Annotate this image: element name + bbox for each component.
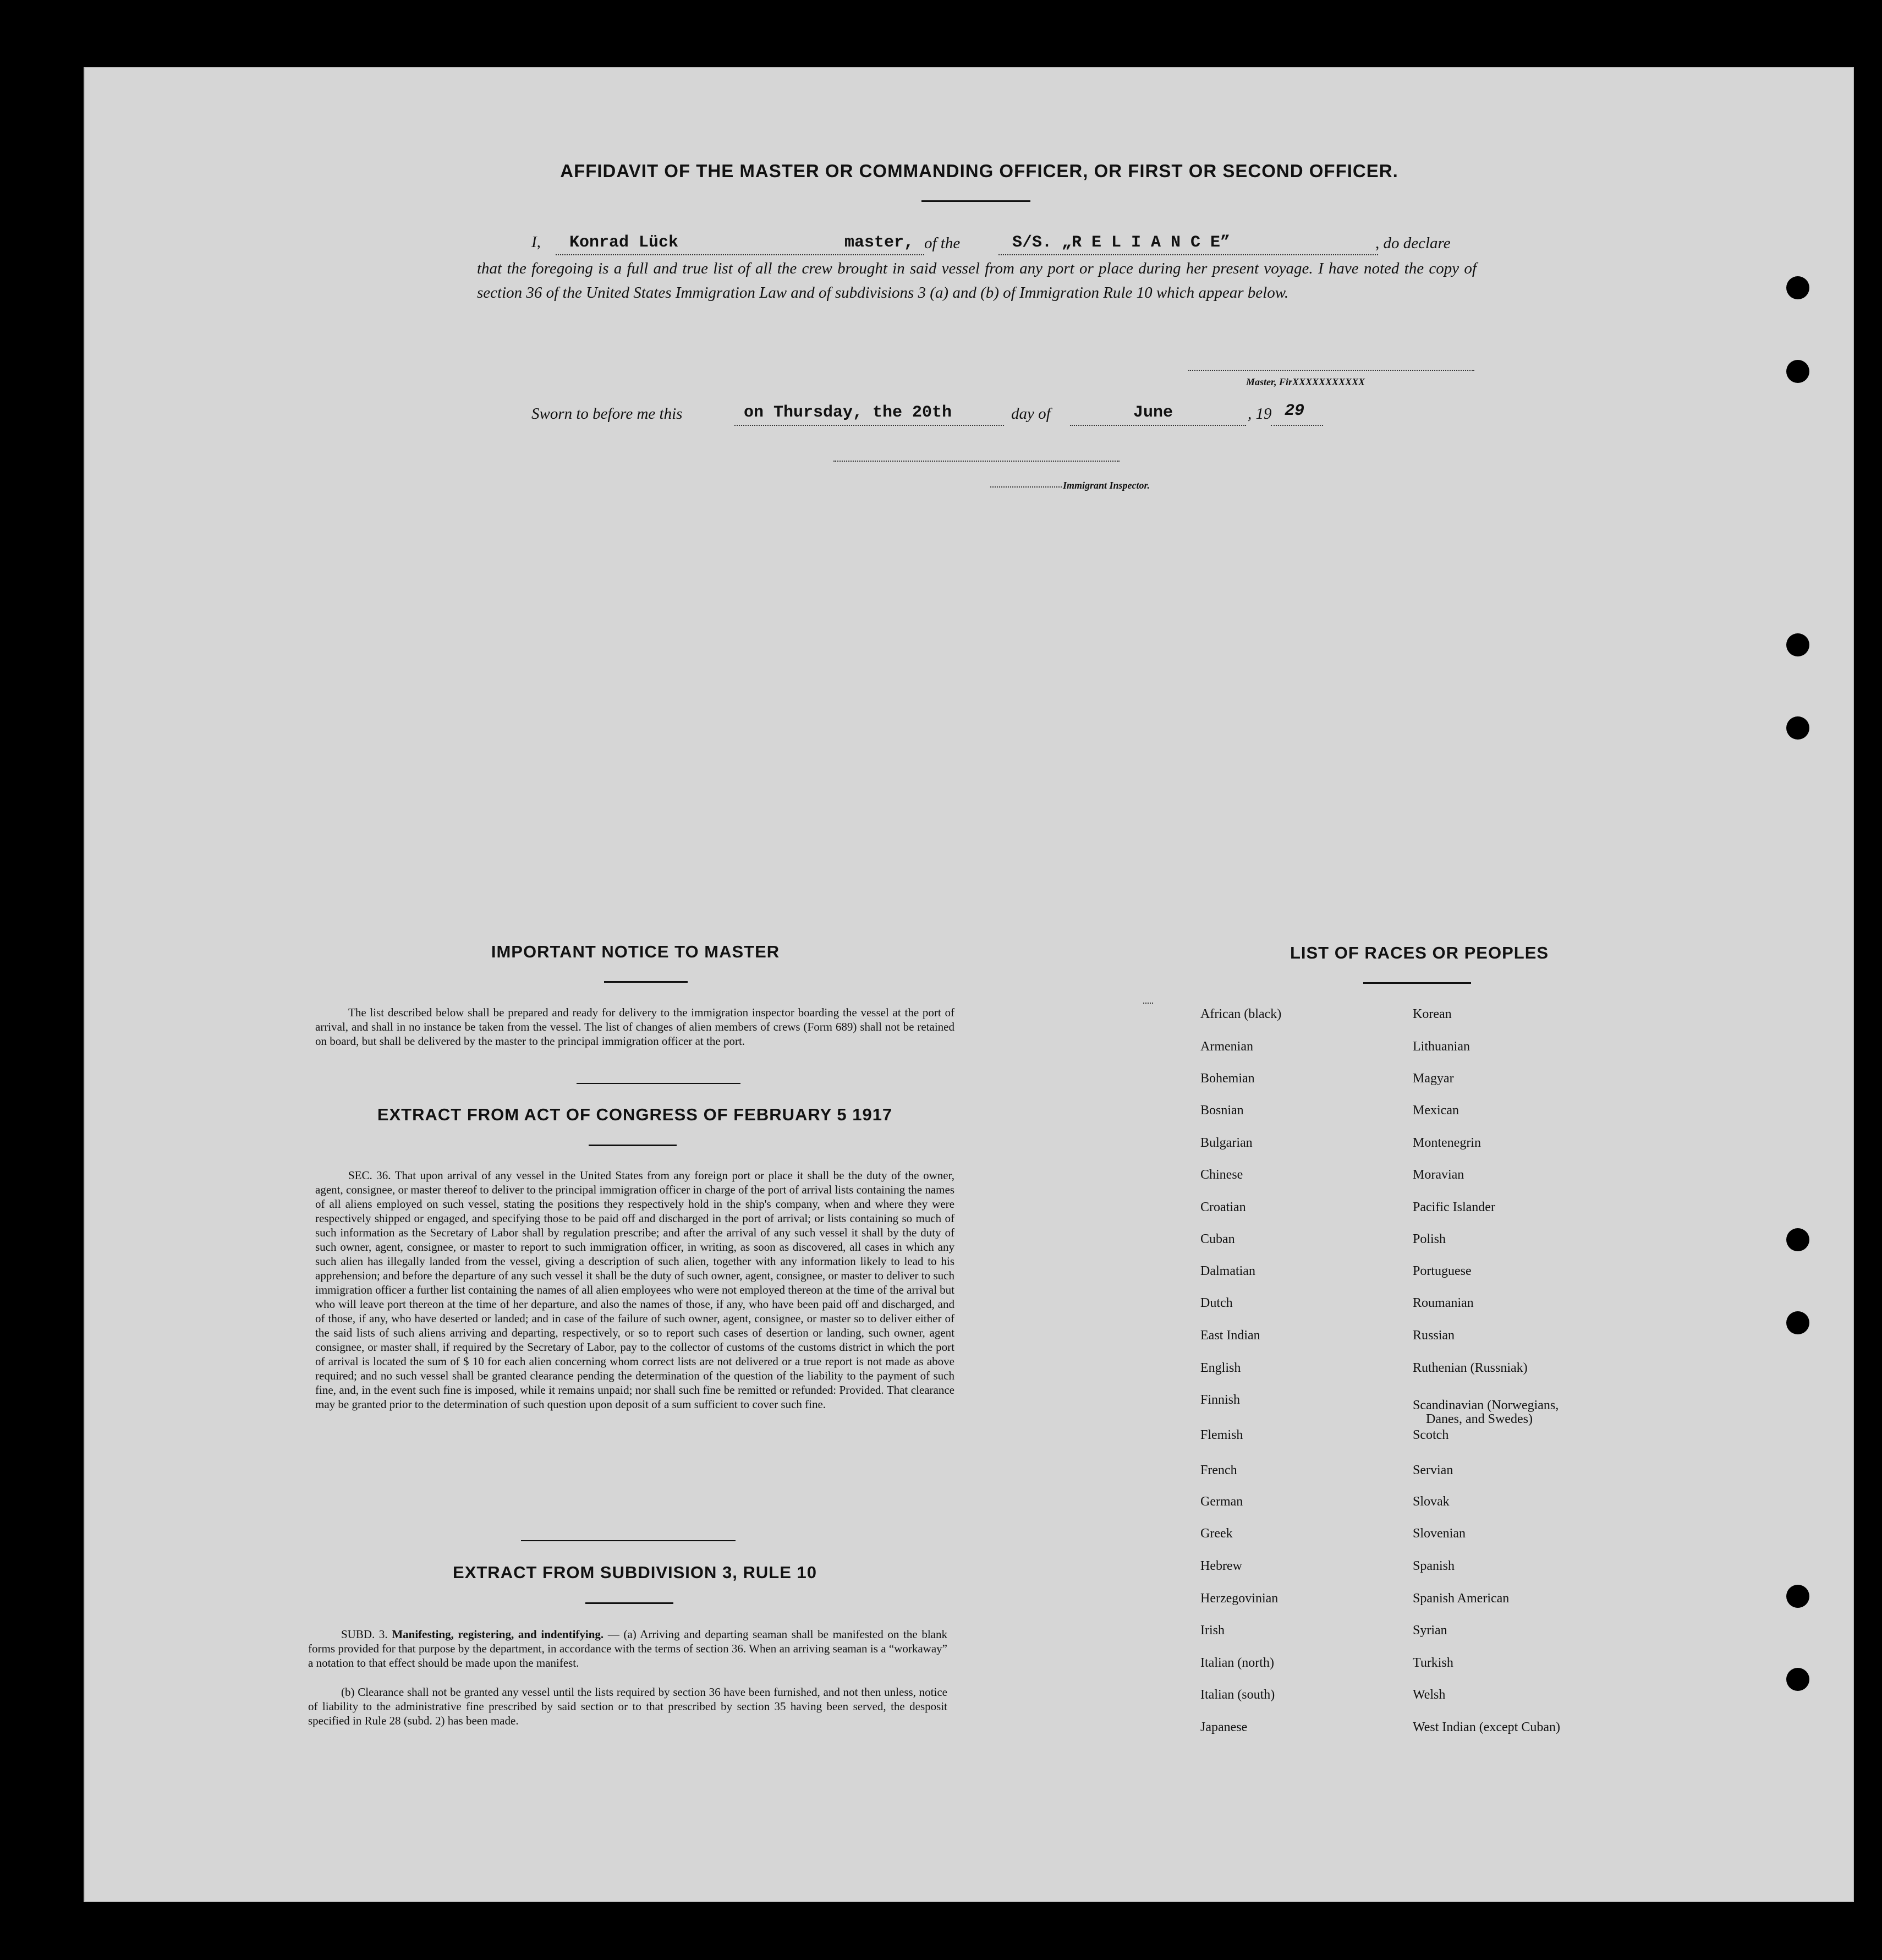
race-item: Syrian <box>1413 1623 1447 1638</box>
punch-hole <box>1786 716 1809 740</box>
punch-hole <box>1786 633 1809 656</box>
race-item: Ruthenian (Russniak) <box>1413 1361 1528 1375</box>
name-line <box>556 254 924 255</box>
divider <box>921 200 1030 202</box>
punch-hole <box>1786 1311 1809 1334</box>
race-item: Pacific Islander <box>1413 1200 1495 1214</box>
race-item: Bulgarian <box>1200 1136 1253 1150</box>
punch-hole <box>1786 1228 1809 1251</box>
inspector-label: Immigrant Inspector. <box>1063 480 1150 491</box>
race-item: Spanish American <box>1413 1591 1510 1606</box>
races-title: LIST OF RACES OR PEOPLES <box>1290 943 1549 962</box>
rule-para-a <box>308 1627 947 1670</box>
rule-para-a-heading: Manifesting, registering, and indentifying. <box>392 1628 604 1641</box>
race-item: East Indian <box>1200 1328 1260 1343</box>
year-prefix: , 19 <box>1248 405 1272 423</box>
sworn-date: on Thursday, the 20th <box>744 403 952 422</box>
sworn-month: June <box>1133 403 1173 422</box>
race-item: Herzegovinian <box>1200 1591 1279 1606</box>
master-rank: master, <box>844 233 914 252</box>
race-item: Italian (north) <box>1200 1656 1274 1670</box>
master-signature-line <box>1188 370 1474 371</box>
race-item: Japanese <box>1200 1720 1248 1734</box>
race-item: Slovenian <box>1413 1526 1466 1541</box>
race-item: Korean <box>1413 1007 1452 1021</box>
race-item: Hebrew <box>1200 1559 1242 1573</box>
race-item: Spanish <box>1413 1559 1455 1573</box>
divider <box>604 981 688 983</box>
punch-hole <box>1786 1668 1809 1691</box>
race-item: Dalmatian <box>1200 1264 1255 1278</box>
race-item: French <box>1200 1463 1237 1477</box>
race-item: Roumanian <box>1413 1296 1474 1310</box>
notice-title: IMPORTANT NOTICE TO MASTER <box>491 942 780 961</box>
race-item: West Indian (except Cuban) <box>1413 1720 1560 1734</box>
of-the-label: of the <box>924 234 961 252</box>
race-item: Russian <box>1413 1328 1455 1343</box>
year-line <box>1271 425 1323 426</box>
date-line <box>734 425 1004 426</box>
punch-hole <box>1786 360 1809 383</box>
master-signature-label: Master, FirXXXXXXXXXXX <box>1246 376 1365 387</box>
rule-para-a-lead: SUBD. 3. <box>341 1628 388 1641</box>
race-item: Montenegrin <box>1413 1136 1481 1150</box>
race-item: Greek <box>1200 1526 1233 1541</box>
race-item: Turkish <box>1413 1656 1453 1670</box>
inspector-signature-line-2 <box>990 486 1062 488</box>
punch-hole <box>1786 276 1809 299</box>
notice-text: The list described below shall be prepared and ready for delivery to the immigration inspector boarding the vessel at the port of arrival, and shall in no instance be taken from the vessel. The list of changes of alien members of crews (Form 689) shall not be retained on board, but shall be delivered by the master to the principal immigration officer at the port. <box>315 1006 954 1048</box>
affidavit-statement: that the foregoing is a full and true list of all the crew brought in said vessel from any port or place during her present voyage. I have noted the copy of section 36 of the United States Immigration Law and of subdivisions 3 (a) and (b) of Immigration Rule 10 which appear below. <box>477 260 1477 302</box>
rule-title: EXTRACT FROM SUBDIVISION 3, RULE 10 <box>453 1563 817 1582</box>
affidavit-title: AFFIDAVIT OF THE MASTER OR COMMANDING OFFICER, OR FIRST OR SECOND OFFICER. <box>560 161 1398 181</box>
inspector-signature-line <box>833 461 1120 462</box>
race-item: Cuban <box>1200 1232 1235 1246</box>
vessel-name: S/S. „R E L I A N C E” <box>1012 233 1231 252</box>
month-line <box>1070 425 1246 426</box>
race-item: Polish <box>1413 1232 1446 1246</box>
race-item: Mexican <box>1413 1103 1459 1118</box>
race-item: Welsh <box>1413 1688 1446 1702</box>
divider <box>577 1083 740 1084</box>
race-item: English <box>1200 1361 1241 1375</box>
race-item: Italian (south) <box>1200 1688 1275 1702</box>
race-item: Bosnian <box>1200 1103 1244 1118</box>
race-item: Magyar <box>1413 1071 1454 1086</box>
rule-para-b: (b) Clearance shall not be granted any vessel until the lists required by section 36 have been furnished, and not then unless, notice of liability to the administrative fine prescribed by said section or to that prescribed by section 35 having been served, the desposit specified in Rule 28 (subd. 2) has been made. <box>308 1685 947 1727</box>
race-item: Croatian <box>1200 1200 1246 1214</box>
sworn-year: 29 <box>1285 402 1305 420</box>
race-item: Scandinavian (Norwegians, Danes, and Swedes) <box>1413 1398 1559 1426</box>
race-item: African (black) <box>1200 1007 1282 1021</box>
vessel-line <box>998 254 1378 255</box>
race-item: Slovak <box>1413 1494 1450 1509</box>
sworn-label: Sworn to before me this <box>531 405 683 423</box>
divider <box>585 1602 673 1604</box>
race-item: Scotch <box>1413 1428 1449 1442</box>
day-of-label: day of <box>1011 405 1051 423</box>
race-item: Irish <box>1200 1623 1225 1638</box>
race-item: Bohemian <box>1200 1071 1255 1086</box>
divider <box>521 1540 736 1541</box>
rule-para-a-text: — (a) Arriving and departing seaman shall be manifested on the blank forms provided for that purpose by the department, in accordance with the terms of section 36. When an arriving seaman is a “workaway” a notation to that effect should be made upon the manifest. <box>308 1628 947 1669</box>
column-divider <box>1143 1003 1153 1004</box>
do-declare-label: , do declare <box>1375 234 1451 252</box>
race-item: Servian <box>1413 1463 1453 1477</box>
master-name: Konrad Lück <box>569 233 679 252</box>
divider <box>589 1145 677 1146</box>
race-item: Armenian <box>1200 1039 1253 1054</box>
race-item: Lithuanian <box>1413 1039 1470 1054</box>
i-label: I, <box>531 233 541 251</box>
divider <box>1363 982 1471 984</box>
race-item: Flemish <box>1200 1428 1243 1442</box>
race-item: Finnish <box>1200 1393 1241 1407</box>
race-item: Moravian <box>1413 1168 1464 1182</box>
race-item: Chinese <box>1200 1168 1243 1182</box>
race-item: Portuguese <box>1413 1264 1472 1278</box>
race-item: Dutch <box>1200 1296 1233 1310</box>
act-title: EXTRACT FROM ACT OF CONGRESS OF FEBRUARY 5 1917 <box>377 1105 893 1124</box>
race-item: German <box>1200 1494 1243 1509</box>
act-text: SEC. 36. That upon arrival of any vessel in the United States from any foreign port or place it shall be the duty of the owner, agent, consignee, or master thereof to deliver to the principal immigration officer in charge of the port of arrival lists containing the names of all aliens employed on such vessel, stating the positions they respectively hold in the ship's company, when and where they were respectively shipped or engaged, and specifying those to be paid off and discharged in the port of arrival; or lists containing so much of such information as the Secretary of Labor shall by regulation prescribe; and after the arrival of any such vessel it shall by the duty of such owner, agent, consignee, or master to report to such immigration officer, in writing, as soon as discovered, all cases in which any such alien has illegally landed from the vessel, giving a description of such alien, together with any information likely to lead to his apprehension; and before the departure of any such vessel it shall be the duty of such owner, agent, consignee, or master to deliver to such immigration officer a further list containing the names of all alien employees who were not employed thereon at the time of the arrival but who will leave port thereon at the time of her departure, and also the names of those, if any, who have been paid off and discharged, and of those, if any, who have deserted or landed; and in case of the failure of such owner, agent, consignee, or master so to deliver either of the said lists of such aliens arriving and departing, respectively, or so to report such cases of desertion or landing, such owner, agent consignee, or master shall, if required by the Secretary of Labor, pay to the collector of customs of the customs district in which the port of arrival is located the sum of $ 10 for each alien concerning whom correct lists are not delivered or a true report is not made as above required; and no such vessel shall be granted clearance pending the determination of the question of the liability to the payment of such fine, and, in the event such fine is imposed, while it remains unpaid; nor shall such fine be remitted or refunded: Provided. That clearance may be granted prior to the determination of such question upon deposit of a sum sufficient to cover such fine. <box>315 1169 955 1411</box>
punch-hole <box>1786 1585 1809 1608</box>
